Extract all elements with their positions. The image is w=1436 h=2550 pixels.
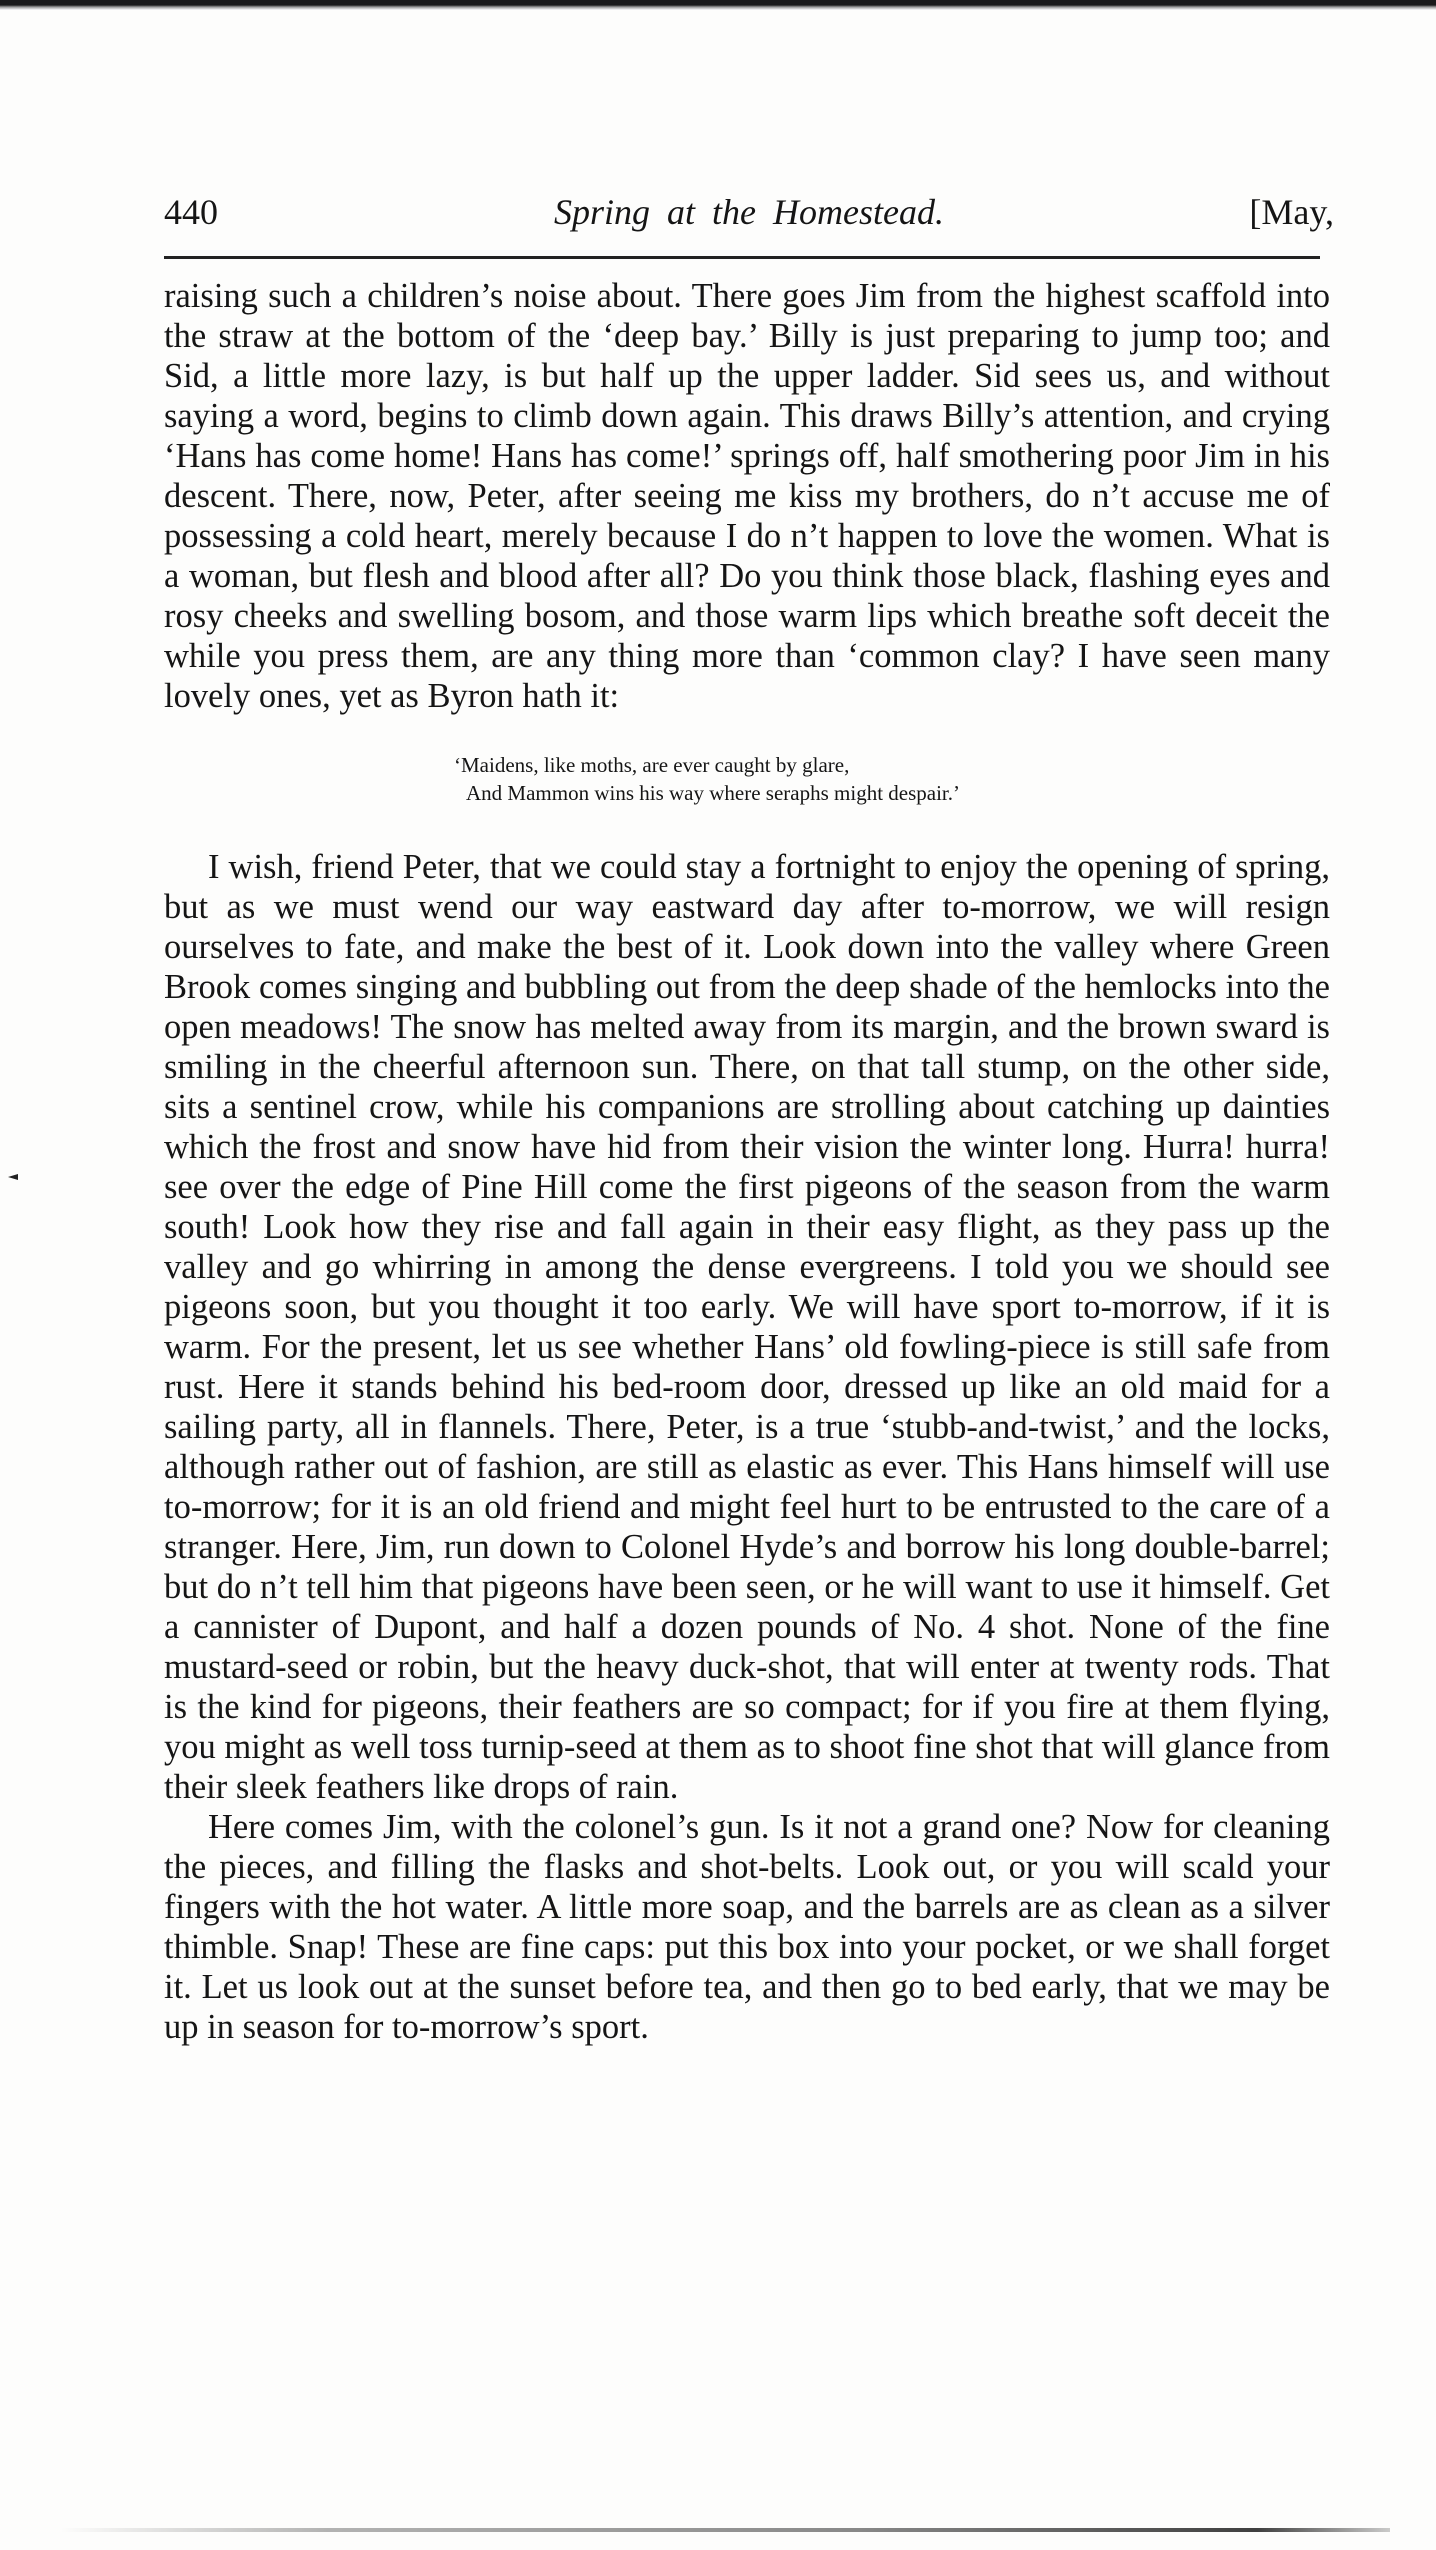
margin-mark [8,1174,18,1180]
section-mark: [May, [1249,192,1334,232]
verse-quotation [164,751,1330,807]
scan-top-edge [0,0,1436,10]
page-header [164,184,1334,240]
quote-line-1: ‘Maidens, like moths, are ever caught by glare, [454,753,850,777]
body-text [164,276,1330,2047]
paragraph-1: raising such a children’s noise about. There goes Jim from the highest scaffold into the straw at the bottom of the ‘deep bay.’ Billy is just preparing to jump too; and Sid, a little more lazy, is but half up the upper ladder. Sid sees us, and without saying a word, begins to climb down again. This draws Billy’s attention, and crying ‘Hans has come home! Hans has come!’ springs off, half smothering poor Jim in his descent. There, now, Peter, after seeing me kiss my brothers, do n’t accuse me of possessing a cold heart, merely because I do n’t happen to love the women. What is a woman, but flesh and blood after all? Do you think those black, flashing eyes and rosy cheeks and swelling bosom, and those warm lips which breathe soft deceit the while you press them, are any thing more than ‘common clay? I have seen many lovely ones, yet as Byron hath it: [164,277,1330,715]
paragraph-3: Here comes Jim, with the colonel’s gun. Is it not a grand one? Now for cleaning the pieces, and filling the flasks and shot-belts. Look out, or you will scald your fingers with the hot water. A little more soap, and the barrels are as clean as a silver thimble. Snap! These are fine caps: put this box into your pocket, or we shall forget it. Let us look out at the sunset before tea, and then go to bed early, that we may be up in season for to-morrow’s sport. [164,1808,1330,2046]
page-number: 440 [164,192,218,232]
scan-bottom-edge [60,2528,1390,2532]
quote-line-2: And Mammon wins his way where seraphs might despair.’ [466,781,961,805]
running-title: Spring at the Homestead. [554,192,944,232]
paragraph-2: I wish, friend Peter, that we could stay a fortnight to enjoy the opening of spring, but as we must wend our way eastward day after to-morrow, we will resign ourselves to fate, and make the best of it. Look down into the valley where Green Brook comes singing and bubbling out from the deep shade of the hemlocks into the open meadows! The snow has melted away from its margin, and the brown sward is smiling in the cheerful afternoon sun. There, on that tall stump, on the other side, sits a sentinel crow, while his companions are strolling about catching up dainties which the frost and snow have hid from their vision the winter long. Hurra! hurra! see over the edge of Pine Hill come the first pigeons of the season from the warm south! Look how they rise and fall again in their easy flight, as they pass up the valley and go whirring in among the dense evergreens. I told you we should see pigeons soon, but you thought it too early. We will have sport to-morrow, if it is warm. For the present, let us see whether Hans’ old fowling-piece is still safe from rust. Here it stands behind his bed-room door, dressed up like an old maid for a sailing party, all in flannels. There, Peter, is a true ‘stubb-and-twist,’ and the locks, although rather out of fashion, are still as elastic as ever. This Hans himself will use to-morrow; for it is an old friend and might feel hurt to be entrusted to the care of a stranger. Here, Jim, run down to Colonel Hyde’s and borrow his long double-barrel; but do n’t tell him that pigeons have been seen, or he will want to use it himself. Get a cannister of Dupont, and half a dozen pounds of No. 4 shot. None of the fine mustard-seed or robin, but the heavy duck-shot, that will enter at twenty rods. That is the kind for pigeons, their feathers are so compact; for if you fire at them flying, you might as well toss turnip-seed at them as to shoot fine shot that will glance from their sleek feathers like drops of rain. [164,848,1330,1806]
header-rule [164,256,1320,259]
